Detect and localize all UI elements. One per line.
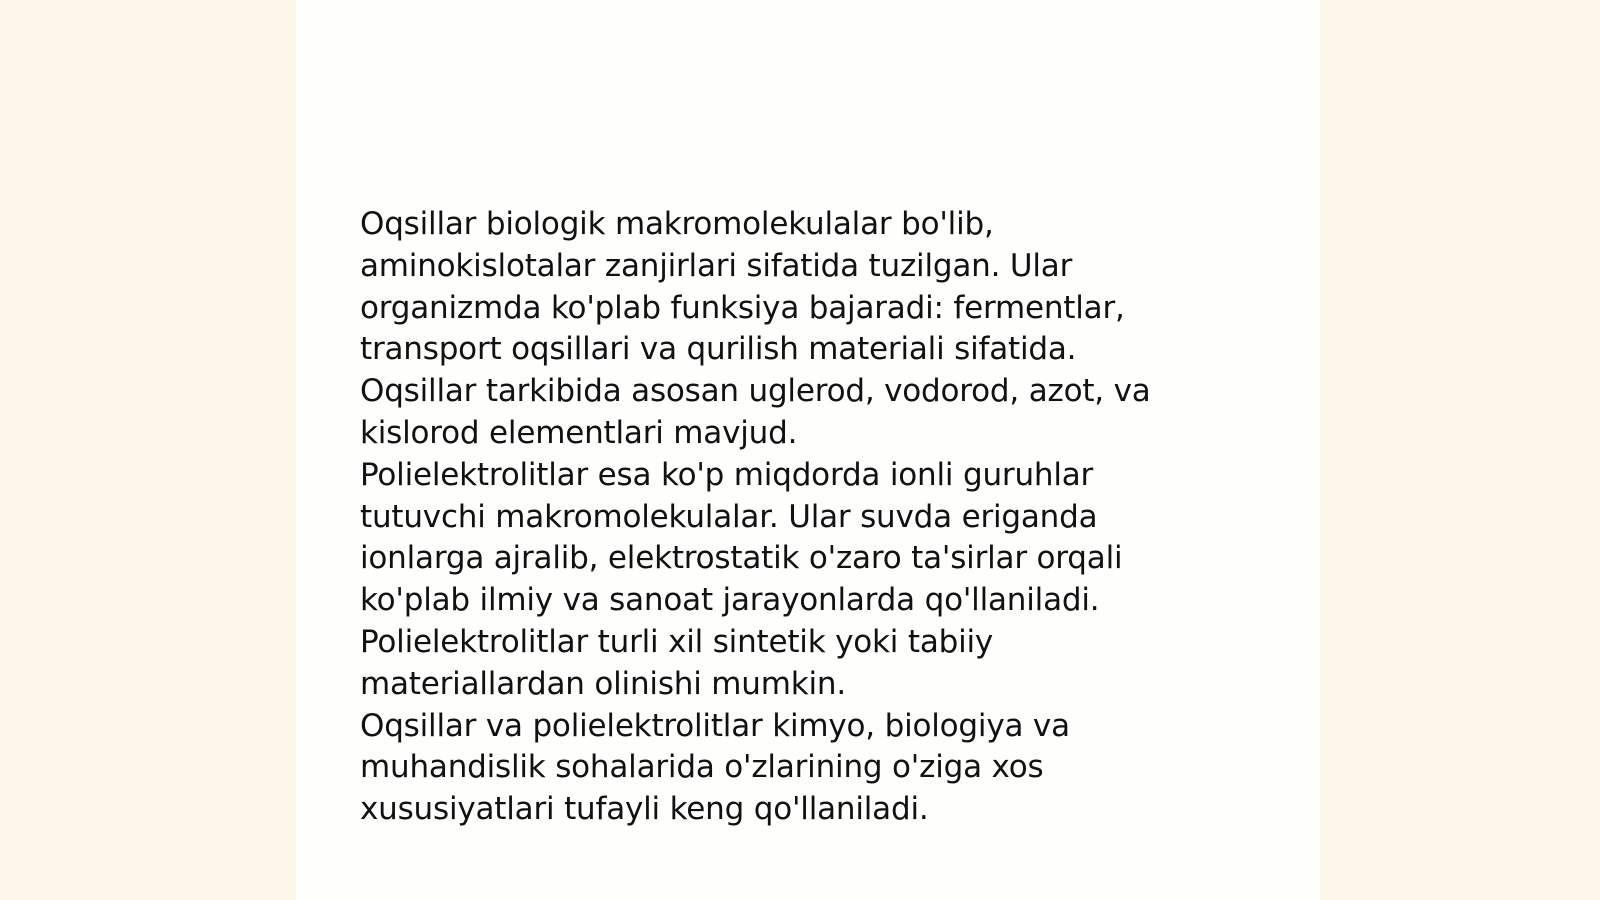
- left-background-margin: [0, 0, 296, 900]
- text-line: muhandislik sohalarida o'zlarining o'ziga xos: [360, 749, 1044, 786]
- text-line: organizmda ko'plab funksiya bajaradi: fermentlar,: [360, 289, 1125, 326]
- text-line: materiallardan olinishi mumkin.: [360, 665, 847, 702]
- text-line: ionlarga ajralib, elektrostatik o'zaro ta'sirlar orqali: [360, 540, 1123, 577]
- text-line: Polielektrolitlar esa ko'p miqdorda ionli guruhlar: [360, 456, 1094, 493]
- text-line: tutuvchi makromolekulalar. Ular suvda eriganda: [360, 498, 1098, 535]
- text-line: aminokislotalar zanjirlari sifatida tuzilgan. Ular: [360, 247, 1073, 284]
- text-line: Oqsillar va polielektrolitlar kimyo, biologiya va: [360, 707, 1070, 744]
- text-line: Polielektrolitlar turli xil sintetik yoki tabiiy: [360, 623, 994, 660]
- text-line: Oqsillar tarkibida asosan uglerod, vodorod, azot, va: [360, 373, 1151, 410]
- text-line: xususiyatlari tufayli keng qo'llaniladi.: [360, 791, 929, 828]
- text-line: Oqsillar biologik makromolekulalar bo'lib,: [360, 206, 994, 242]
- text-line: ko'plab ilmiy va sanoat jarayonlarda qo'llaniladi.: [360, 582, 1100, 619]
- text-line: transport oqsillari va qurilish materiali sifatida.: [360, 331, 1077, 368]
- text-line: kislorod elementlari mavjud.: [360, 414, 798, 451]
- slide-page: [296, 0, 1320, 900]
- right-background-margin: [1320, 0, 1600, 900]
- slide-body-text: [360, 204, 1260, 831]
